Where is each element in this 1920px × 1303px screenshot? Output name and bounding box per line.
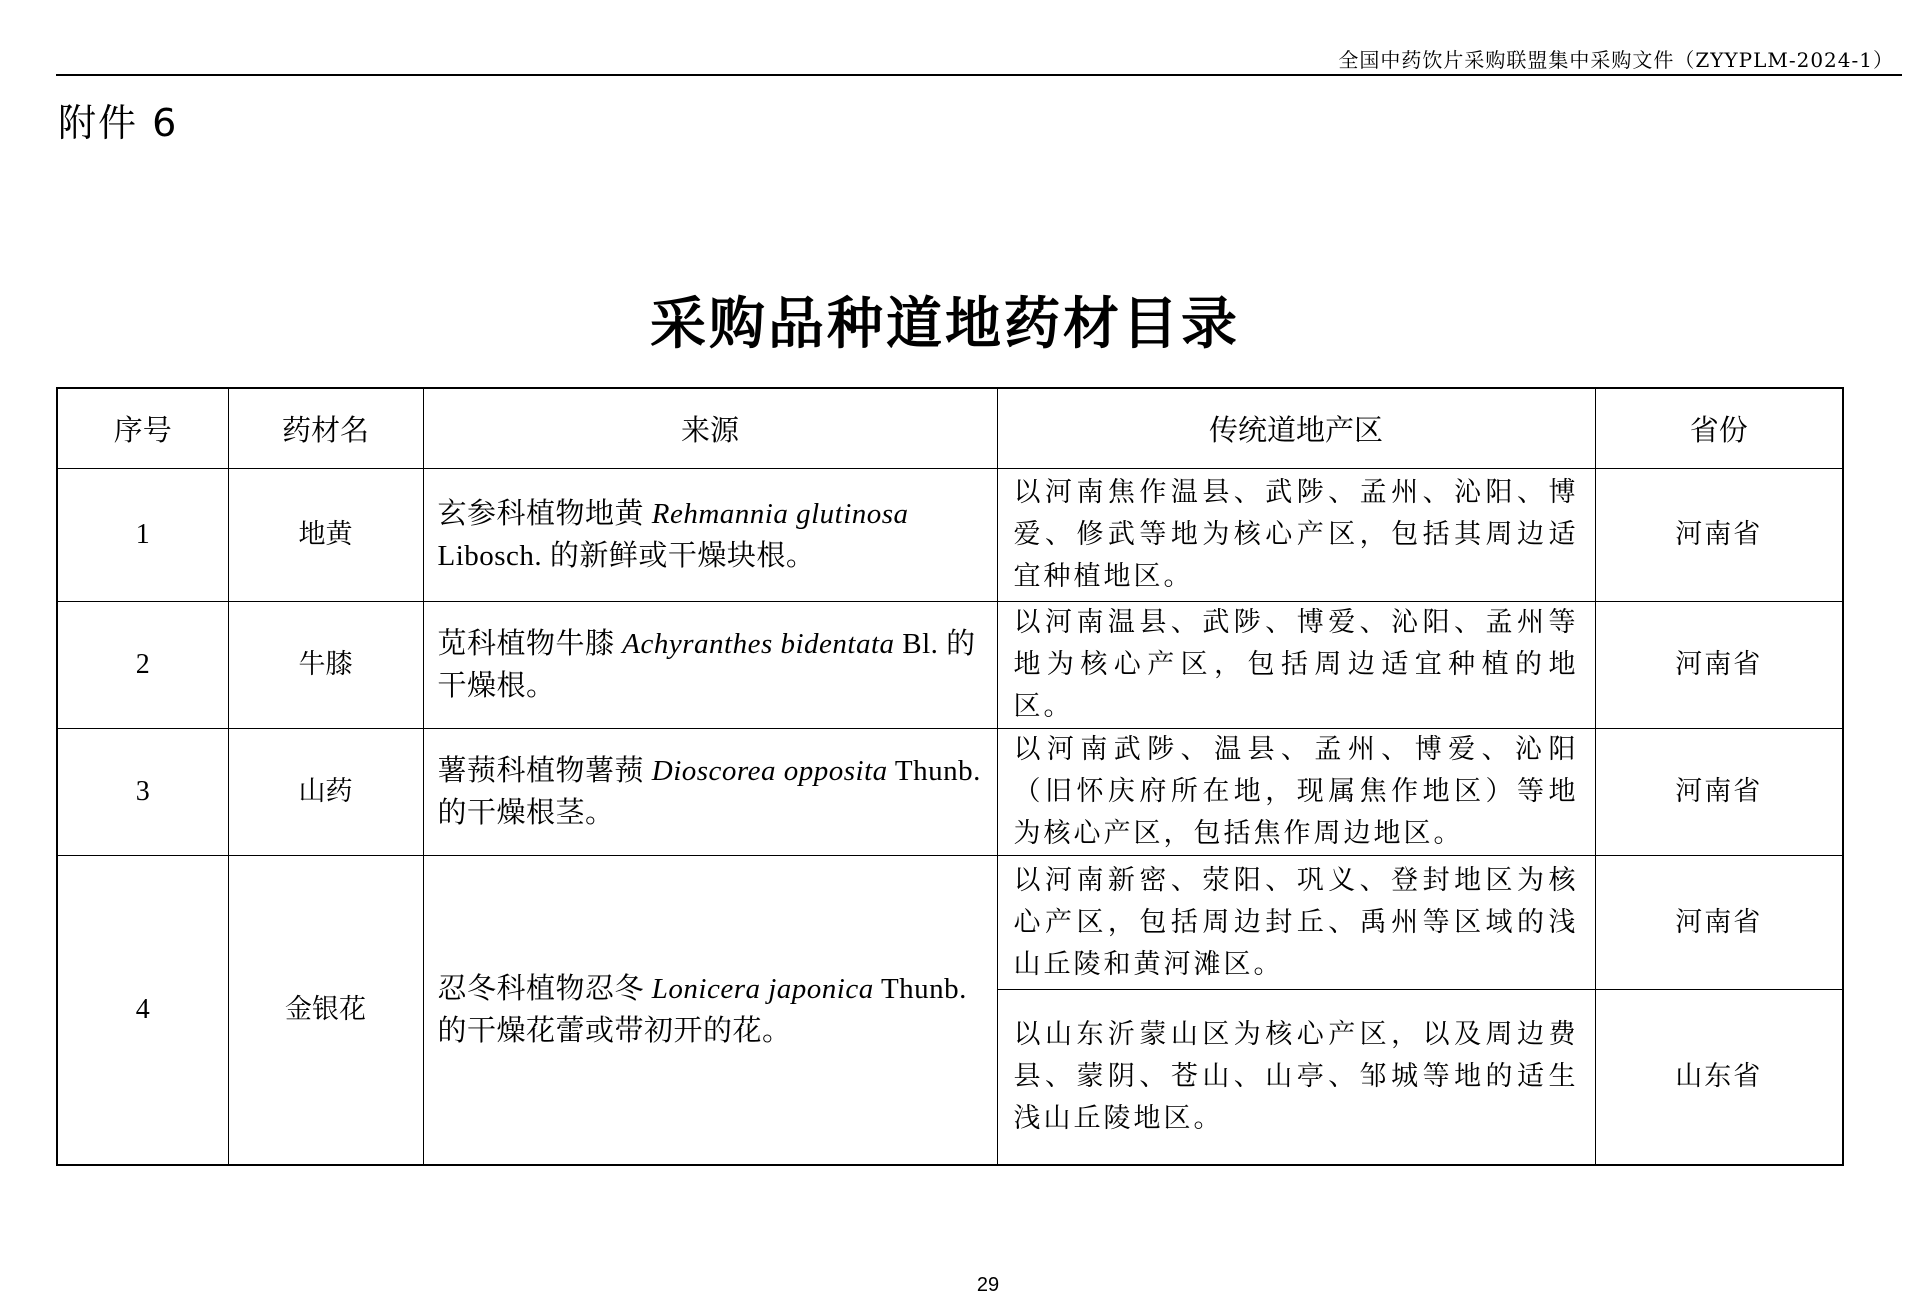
herb-source: 薯蓣科植物薯蓣 Dioscorea opposita Thunb. 的干燥根茎。: [423, 729, 997, 856]
province: 河南省: [1595, 729, 1843, 856]
latin-name: Dioscorea opposita: [651, 755, 888, 787]
page-number: 29: [976, 1274, 1000, 1296]
herb-source: 苋科植物牛膝 Achyranthes bidentata Bl. 的干燥根。: [423, 602, 997, 729]
column-header-source: 来源: [423, 388, 997, 469]
traditional-region: 以河南温县、武陟、博爱、沁阳、孟州等地为核心产区，包括周边适宜种植的地区。: [997, 602, 1595, 729]
column-header-number: 序号: [57, 388, 228, 469]
latin-name: Achyranthes bidentata: [622, 628, 895, 660]
herb-catalog-table: [56, 387, 1844, 1166]
table-header-row: [57, 388, 1843, 469]
province: 河南省: [1595, 469, 1843, 602]
row-number: 1: [57, 469, 228, 602]
page-title: 采购品种道地药材目录: [650, 291, 1240, 357]
table-row: [57, 729, 1843, 856]
traditional-region: 以山东沂蒙山区为核心产区，以及周边费县、蒙阴、苍山、山亭、邹城等地的适生浅山丘陵地区。: [997, 990, 1595, 1165]
herb-name: 牛膝: [228, 602, 423, 729]
row-number: 2: [57, 602, 228, 729]
herb-name: 金银花: [228, 856, 423, 1165]
attachment-label: 附件 6: [58, 101, 179, 145]
province: 山东省: [1595, 990, 1843, 1165]
herb-name: 地黄: [228, 469, 423, 602]
herb-name: 山药: [228, 729, 423, 856]
latin-name: Rehmannia glutinosa: [651, 498, 909, 530]
province: 河南省: [1595, 602, 1843, 729]
table-row: [57, 469, 1843, 602]
traditional-region: 以河南新密、荥阳、巩义、登封地区为核心产区，包括周边封丘、禹州等区域的浅山丘陵和黄河滩区。: [997, 856, 1595, 990]
row-number: 4: [57, 856, 228, 1165]
herb-source: 忍冬科植物忍冬 Lonicera japonica Thunb. 的干燥花蕾或带初开的花。: [423, 856, 997, 1165]
herb-source: 玄参科植物地黄 Rehmannia glutinosa Libosch. 的新鲜或干燥块根。: [423, 469, 997, 602]
column-header-herb-name: 药材名: [228, 388, 423, 469]
traditional-region: 以河南武陟、温县、孟州、博爱、沁阳（旧怀庆府所在地，现属焦作地区）等地为核心产区，包括焦作周边地区。: [997, 729, 1595, 856]
table-row: [57, 602, 1843, 729]
document-title: 全国中药饮片采购联盟集中采购文件（ZYYPLM-2024-1）: [1338, 48, 1894, 72]
column-header-province: 省份: [1595, 388, 1843, 469]
column-header-region: 传统道地产区: [997, 388, 1595, 469]
latin-name: Lonicera japonica: [651, 972, 874, 1005]
row-number: 3: [57, 729, 228, 856]
table-row: [57, 856, 1843, 990]
traditional-region: 以河南焦作温县、武陟、孟州、沁阳、博爱、修武等地为核心产区，包括其周边适宜种植地区。: [997, 469, 1595, 602]
page-header: [56, 40, 1902, 76]
province: 河南省: [1595, 856, 1843, 990]
